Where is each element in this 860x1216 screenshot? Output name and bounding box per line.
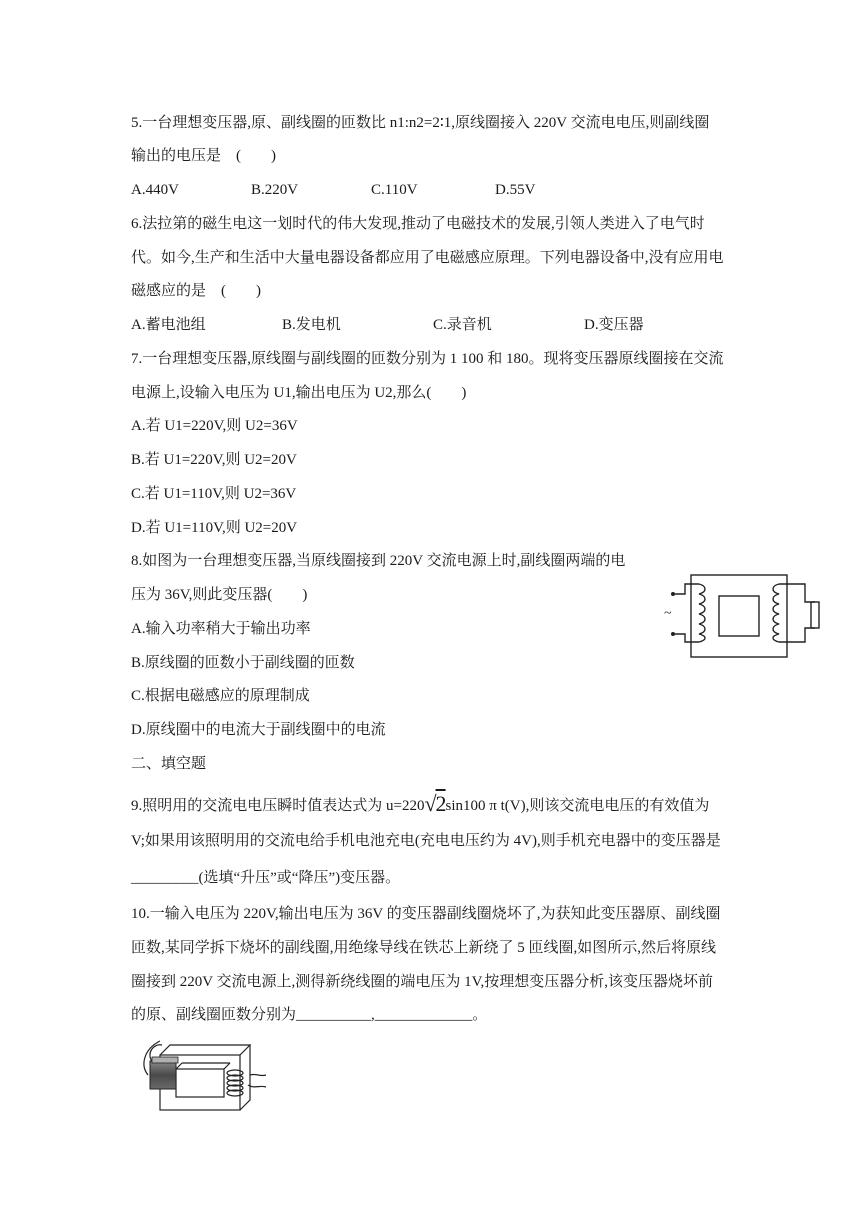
q7-option-a: A.若 U1=220V,则 U2=36V: [131, 418, 298, 434]
q8-stem-line2: 压为 36V,则此变压器( ): [131, 587, 308, 603]
q10-stem-line1: 10.一输入电压为 220V,输出电压为 36V 的变压器副线圈烧坏了,为获知此变压器原、副线圈: [131, 906, 721, 922]
q9-stem-line3: _________(选填“升压”或“降压”)变压器。: [131, 870, 401, 886]
q6-stem-line3: 磁感应的是 ( ): [131, 283, 261, 299]
q5-stem-line1: 5.一台理想变压器,原、副线圈的匝数比 n1:n2=2∶1,原线圈接入 220V 交流电电压,则副线圈: [131, 115, 710, 131]
q5-option-b: B.220V: [251, 182, 299, 198]
q8-option-c: C.根据电磁感应的原理制成: [131, 688, 310, 704]
q6-stem-line2: 代。如今,生产和生活中大量电器设备都应用了电磁感应原理。下列电器设备中,没有应用电: [131, 250, 724, 266]
q8-option-d: D.原线圈中的电流大于副线圈中的电流: [131, 722, 386, 738]
q7-option-c: C.若 U1=110V,则 U2=36V: [131, 486, 297, 502]
q8-transformer-figure: [655, 572, 835, 662]
q10-stem-line3: 圈接到 220V 交流电源上,测得新绕线圈的端电压为 1V,按理想变压器分析,该变压器烧坏前: [131, 974, 713, 990]
q9-stem-line1: [131, 791, 710, 816]
q9-stem-line2: V;如果用该照明用的交流电给手机电池充电(充电电压约为 4V),则手机充电器中的变压器是: [131, 833, 721, 849]
q6-option-d: D.变压器: [584, 317, 644, 333]
q6-option-a: A.蓄电池组: [131, 317, 206, 333]
q7-stem-line1: 7.一台理想变压器,原线圈与副线圈的匝数分别为 1 100 和 180。现将变压器原线圈接在交流: [131, 351, 724, 367]
q10-stem-line2: 匝数,某同学拆下烧坏的副线圈,用绝缘导线在铁芯上新绕了 5 匝线圈,如图所示,然后将原线: [131, 940, 717, 956]
q10-transformer-figure: [130, 1035, 270, 1115]
q7-stem-line2: 电源上,设输入电压为 U1,输出电压为 U2,那么( ): [131, 385, 467, 401]
section-title-fill-in: 二、填空题: [131, 756, 207, 772]
q5-option-d: D.55V: [495, 182, 536, 198]
q6-stem-line1: 6.法拉第的磁生电这一划时代的伟大发现,推动了电磁技术的发展,引领人类进入了电气时: [131, 216, 705, 232]
q9-line1-pre: 9.照明用的交流电电压瞬时值表达式为 u=220: [131, 798, 425, 814]
q6-option-c: C.录音机: [433, 317, 492, 333]
sqrt-radicand: 2: [435, 791, 446, 816]
sqrt-symbol: √2: [424, 791, 446, 816]
q8-option-a: A.输入功率稍大于输出功率: [131, 621, 311, 637]
q5-stem-line2: 输出的电压是 ( ): [131, 148, 276, 164]
q8-stem-line1: 8.如图为一台理想变压器,当原线圈接到 220V 交流电源上时,副线圈两端的电: [131, 553, 626, 569]
q6-option-b: B.发电机: [282, 317, 341, 333]
q7-option-b: B.若 U1=220V,则 U2=20V: [131, 452, 297, 468]
q8-ac-source-symbol: ~: [664, 606, 672, 621]
q7-option-d: D.若 U1=110V,则 U2=20V: [131, 520, 298, 536]
q9-line1-post: sin100 π t(V),则该交流电电压的有效值为: [445, 798, 710, 814]
q5-option-c: C.110V: [371, 182, 418, 198]
q8-option-b: B.原线圈的匝数小于副线圈的匝数: [131, 655, 355, 671]
q5-option-a: A.440V: [131, 182, 179, 198]
q10-stem-line4: 的原、副线圈匝数分别为__________,_____________。: [131, 1007, 488, 1023]
